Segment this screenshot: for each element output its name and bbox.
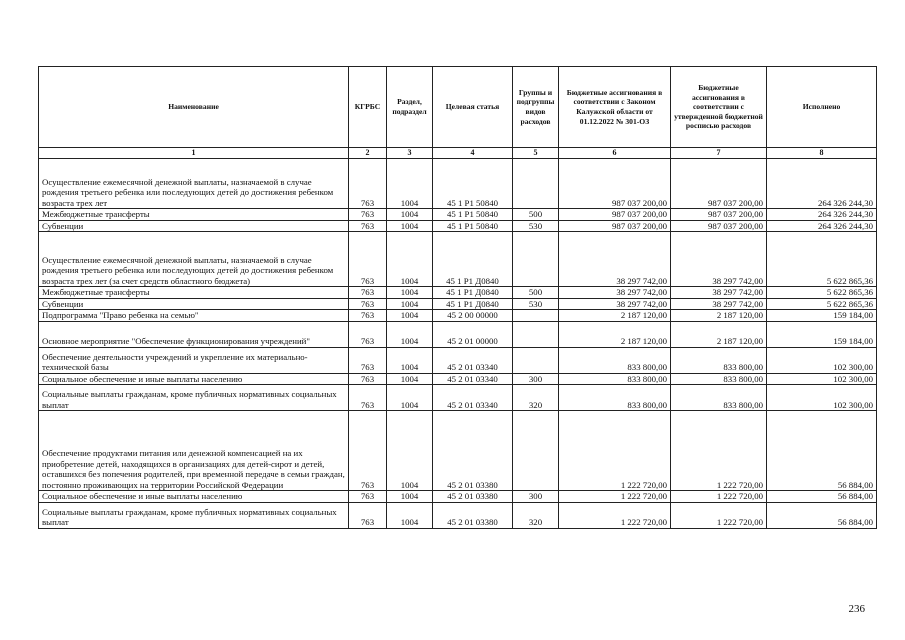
- revised-amount-cell: 833 800,00: [671, 347, 767, 373]
- target-cell: 45 2 01 03380: [433, 491, 513, 503]
- group-cell: 300: [513, 373, 559, 385]
- revised-amount-cell: 38 297 742,00: [671, 232, 767, 287]
- executed-amount-cell: 264 326 244,30: [767, 159, 877, 209]
- kgrbs-cell: 763: [349, 491, 387, 503]
- col-number: 4: [433, 148, 513, 159]
- revised-amount-cell: 987 037 200,00: [671, 209, 767, 221]
- revised-amount-cell: 1 222 720,00: [671, 411, 767, 491]
- table-row: [39, 232, 877, 287]
- header-row: [39, 67, 877, 148]
- column-number-row: [39, 148, 877, 159]
- group-cell: 530: [513, 220, 559, 232]
- row-name-cell: Осуществление ежемесячной денежной выплаты, назначаемой в случае рождения третьего ребенка или последующих детей до достижения ребенком возраста трех лет (за счет средств областного бюджета): [39, 232, 349, 287]
- group-cell: 300: [513, 491, 559, 503]
- approved-amount-cell: 1 222 720,00: [559, 411, 671, 491]
- kgrbs-cell: 763: [349, 310, 387, 322]
- group-cell: 320: [513, 502, 559, 528]
- executed-amount-cell: 56 884,00: [767, 502, 877, 528]
- col-number: 6: [559, 148, 671, 159]
- approved-amount-cell: 833 800,00: [559, 385, 671, 411]
- col-header-approved: Бюджетные ассигнования в соответствии с Законом Калужской области от 01.12.2022 № 301-ОЗ: [559, 67, 671, 148]
- table-row: [39, 310, 877, 322]
- approved-amount-cell: 38 297 742,00: [559, 287, 671, 299]
- section-cell: 1004: [387, 411, 433, 491]
- row-name-cell: Обеспечение продуктами питания или денежной компенсацией на их приобретение детей, находящихся в организациях для детей-сирот и детей, оставшихся без попечения родителей, при временной передаче в семьи граждан, постоянно проживающих на территории Российской Федерации: [39, 411, 349, 491]
- target-cell: 45 1 P1 50840: [433, 209, 513, 221]
- section-cell: 1004: [387, 232, 433, 287]
- kgrbs-cell: 763: [349, 232, 387, 287]
- target-cell: 45 2 01 03340: [433, 373, 513, 385]
- executed-amount-cell: 5 622 865,36: [767, 232, 877, 287]
- executed-amount-cell: 5 622 865,36: [767, 287, 877, 299]
- row-name-cell: Основное мероприятие "Обеспечение функционирования учреждений": [39, 321, 349, 347]
- table-body: [39, 159, 877, 529]
- revised-amount-cell: 1 222 720,00: [671, 502, 767, 528]
- executed-amount-cell: 56 884,00: [767, 491, 877, 503]
- table-row: [39, 209, 877, 221]
- group-cell: [513, 310, 559, 322]
- kgrbs-cell: 763: [349, 159, 387, 209]
- target-cell: 45 2 01 03340: [433, 347, 513, 373]
- target-cell: 45 2 01 03380: [433, 502, 513, 528]
- section-cell: 1004: [387, 220, 433, 232]
- kgrbs-cell: 763: [349, 347, 387, 373]
- group-cell: [513, 321, 559, 347]
- group-cell: [513, 232, 559, 287]
- target-cell: 45 1 P1 50840: [433, 220, 513, 232]
- table-row: [39, 220, 877, 232]
- kgrbs-cell: 763: [349, 385, 387, 411]
- col-header-target: Целевая статья: [433, 67, 513, 148]
- row-name-cell: Субвенции: [39, 298, 349, 310]
- table-row: [39, 159, 877, 209]
- col-number: 8: [767, 148, 877, 159]
- target-cell: 45 1 P1 50840: [433, 159, 513, 209]
- group-cell: [513, 411, 559, 491]
- budget-table: [38, 66, 877, 529]
- target-cell: 45 1 P1 Д0840: [433, 298, 513, 310]
- row-name-cell: Подпрограмма "Право ребенка на семью": [39, 310, 349, 322]
- group-cell: 530: [513, 298, 559, 310]
- revised-amount-cell: 2 187 120,00: [671, 321, 767, 347]
- revised-amount-cell: 833 800,00: [671, 373, 767, 385]
- row-name-cell: Социальные выплаты гражданам, кроме публичных нормативных социальных выплат: [39, 502, 349, 528]
- section-cell: 1004: [387, 373, 433, 385]
- executed-amount-cell: 264 326 244,30: [767, 209, 877, 221]
- revised-amount-cell: 38 297 742,00: [671, 298, 767, 310]
- approved-amount-cell: 833 800,00: [559, 373, 671, 385]
- col-number: 2: [349, 148, 387, 159]
- row-name-cell: Социальное обеспечение и иные выплаты населению: [39, 373, 349, 385]
- group-cell: 500: [513, 287, 559, 299]
- table-row: [39, 298, 877, 310]
- section-cell: 1004: [387, 310, 433, 322]
- kgrbs-cell: 763: [349, 287, 387, 299]
- table-row: [39, 411, 877, 491]
- kgrbs-cell: 763: [349, 220, 387, 232]
- approved-amount-cell: 38 297 742,00: [559, 232, 671, 287]
- kgrbs-cell: 763: [349, 321, 387, 347]
- section-cell: 1004: [387, 321, 433, 347]
- group-cell: [513, 347, 559, 373]
- executed-amount-cell: 159 184,00: [767, 321, 877, 347]
- target-cell: 45 1 P1 Д0840: [433, 232, 513, 287]
- table-row: [39, 287, 877, 299]
- revised-amount-cell: 833 800,00: [671, 385, 767, 411]
- section-cell: 1004: [387, 298, 433, 310]
- kgrbs-cell: 763: [349, 298, 387, 310]
- approved-amount-cell: 1 222 720,00: [559, 502, 671, 528]
- target-cell: 45 2 01 03380: [433, 411, 513, 491]
- executed-amount-cell: 102 300,00: [767, 347, 877, 373]
- section-cell: 1004: [387, 159, 433, 209]
- target-cell: 45 1 P1 Д0840: [433, 287, 513, 299]
- approved-amount-cell: 2 187 120,00: [559, 310, 671, 322]
- approved-amount-cell: 987 037 200,00: [559, 220, 671, 232]
- executed-amount-cell: 264 326 244,30: [767, 220, 877, 232]
- section-cell: 1004: [387, 491, 433, 503]
- group-cell: 500: [513, 209, 559, 221]
- executed-amount-cell: 159 184,00: [767, 310, 877, 322]
- table-row: [39, 321, 877, 347]
- executed-amount-cell: 56 884,00: [767, 411, 877, 491]
- approved-amount-cell: 1 222 720,00: [559, 491, 671, 503]
- page-number: 236: [848, 603, 865, 615]
- section-cell: 1004: [387, 209, 433, 221]
- approved-amount-cell: 987 037 200,00: [559, 209, 671, 221]
- row-name-cell: Осуществление ежемесячной денежной выплаты, назначаемой в случае рождения третьего ребенка или последующих детей до достижения ребенком возраста трех лет: [39, 159, 349, 209]
- approved-amount-cell: 833 800,00: [559, 347, 671, 373]
- table-row: [39, 502, 877, 528]
- target-cell: 45 2 01 00000: [433, 321, 513, 347]
- row-name-cell: Социальное обеспечение и иные выплаты населению: [39, 491, 349, 503]
- executed-amount-cell: 102 300,00: [767, 385, 877, 411]
- kgrbs-cell: 763: [349, 502, 387, 528]
- row-name-cell: Межбюджетные трансферты: [39, 287, 349, 299]
- table-row: [39, 385, 877, 411]
- row-name-cell: Социальные выплаты гражданам, кроме публичных нормативных социальных выплат: [39, 385, 349, 411]
- row-name-cell: Межбюджетные трансферты: [39, 209, 349, 221]
- executed-amount-cell: 102 300,00: [767, 373, 877, 385]
- executed-amount-cell: 5 622 865,36: [767, 298, 877, 310]
- approved-amount-cell: 987 037 200,00: [559, 159, 671, 209]
- section-cell: 1004: [387, 287, 433, 299]
- table-row: [39, 373, 877, 385]
- kgrbs-cell: 763: [349, 411, 387, 491]
- target-cell: 45 2 01 03340: [433, 385, 513, 411]
- kgrbs-cell: 763: [349, 373, 387, 385]
- col-number: 1: [39, 148, 349, 159]
- col-header-executed: Исполнено: [767, 67, 877, 148]
- revised-amount-cell: 2 187 120,00: [671, 310, 767, 322]
- revised-amount-cell: 38 297 742,00: [671, 287, 767, 299]
- section-cell: 1004: [387, 502, 433, 528]
- col-header-section: Раздел, подраздел: [387, 67, 433, 148]
- row-name-cell: Обеспечение деятельности учреждений и укрепление их материально-технической базы: [39, 347, 349, 373]
- row-name-cell: Субвенции: [39, 220, 349, 232]
- revised-amount-cell: 987 037 200,00: [671, 220, 767, 232]
- group-cell: 320: [513, 385, 559, 411]
- group-cell: [513, 159, 559, 209]
- col-header-revised: Бюджетные ассигнования в соответствии с утвержденной бюджетной росписью расходов: [671, 67, 767, 148]
- section-cell: 1004: [387, 385, 433, 411]
- approved-amount-cell: 2 187 120,00: [559, 321, 671, 347]
- col-header-name: Наименование: [39, 67, 349, 148]
- approved-amount-cell: 38 297 742,00: [559, 298, 671, 310]
- section-cell: 1004: [387, 347, 433, 373]
- revised-amount-cell: 987 037 200,00: [671, 159, 767, 209]
- target-cell: 45 2 00 00000: [433, 310, 513, 322]
- table-row: [39, 347, 877, 373]
- col-number: 3: [387, 148, 433, 159]
- table-row: [39, 491, 877, 503]
- kgrbs-cell: 763: [349, 209, 387, 221]
- revised-amount-cell: 1 222 720,00: [671, 491, 767, 503]
- col-header-kgrbs: КГРБС: [349, 67, 387, 148]
- col-number: 5: [513, 148, 559, 159]
- col-number: 7: [671, 148, 767, 159]
- col-header-group: Группы и подгруппы видов расходов: [513, 67, 559, 148]
